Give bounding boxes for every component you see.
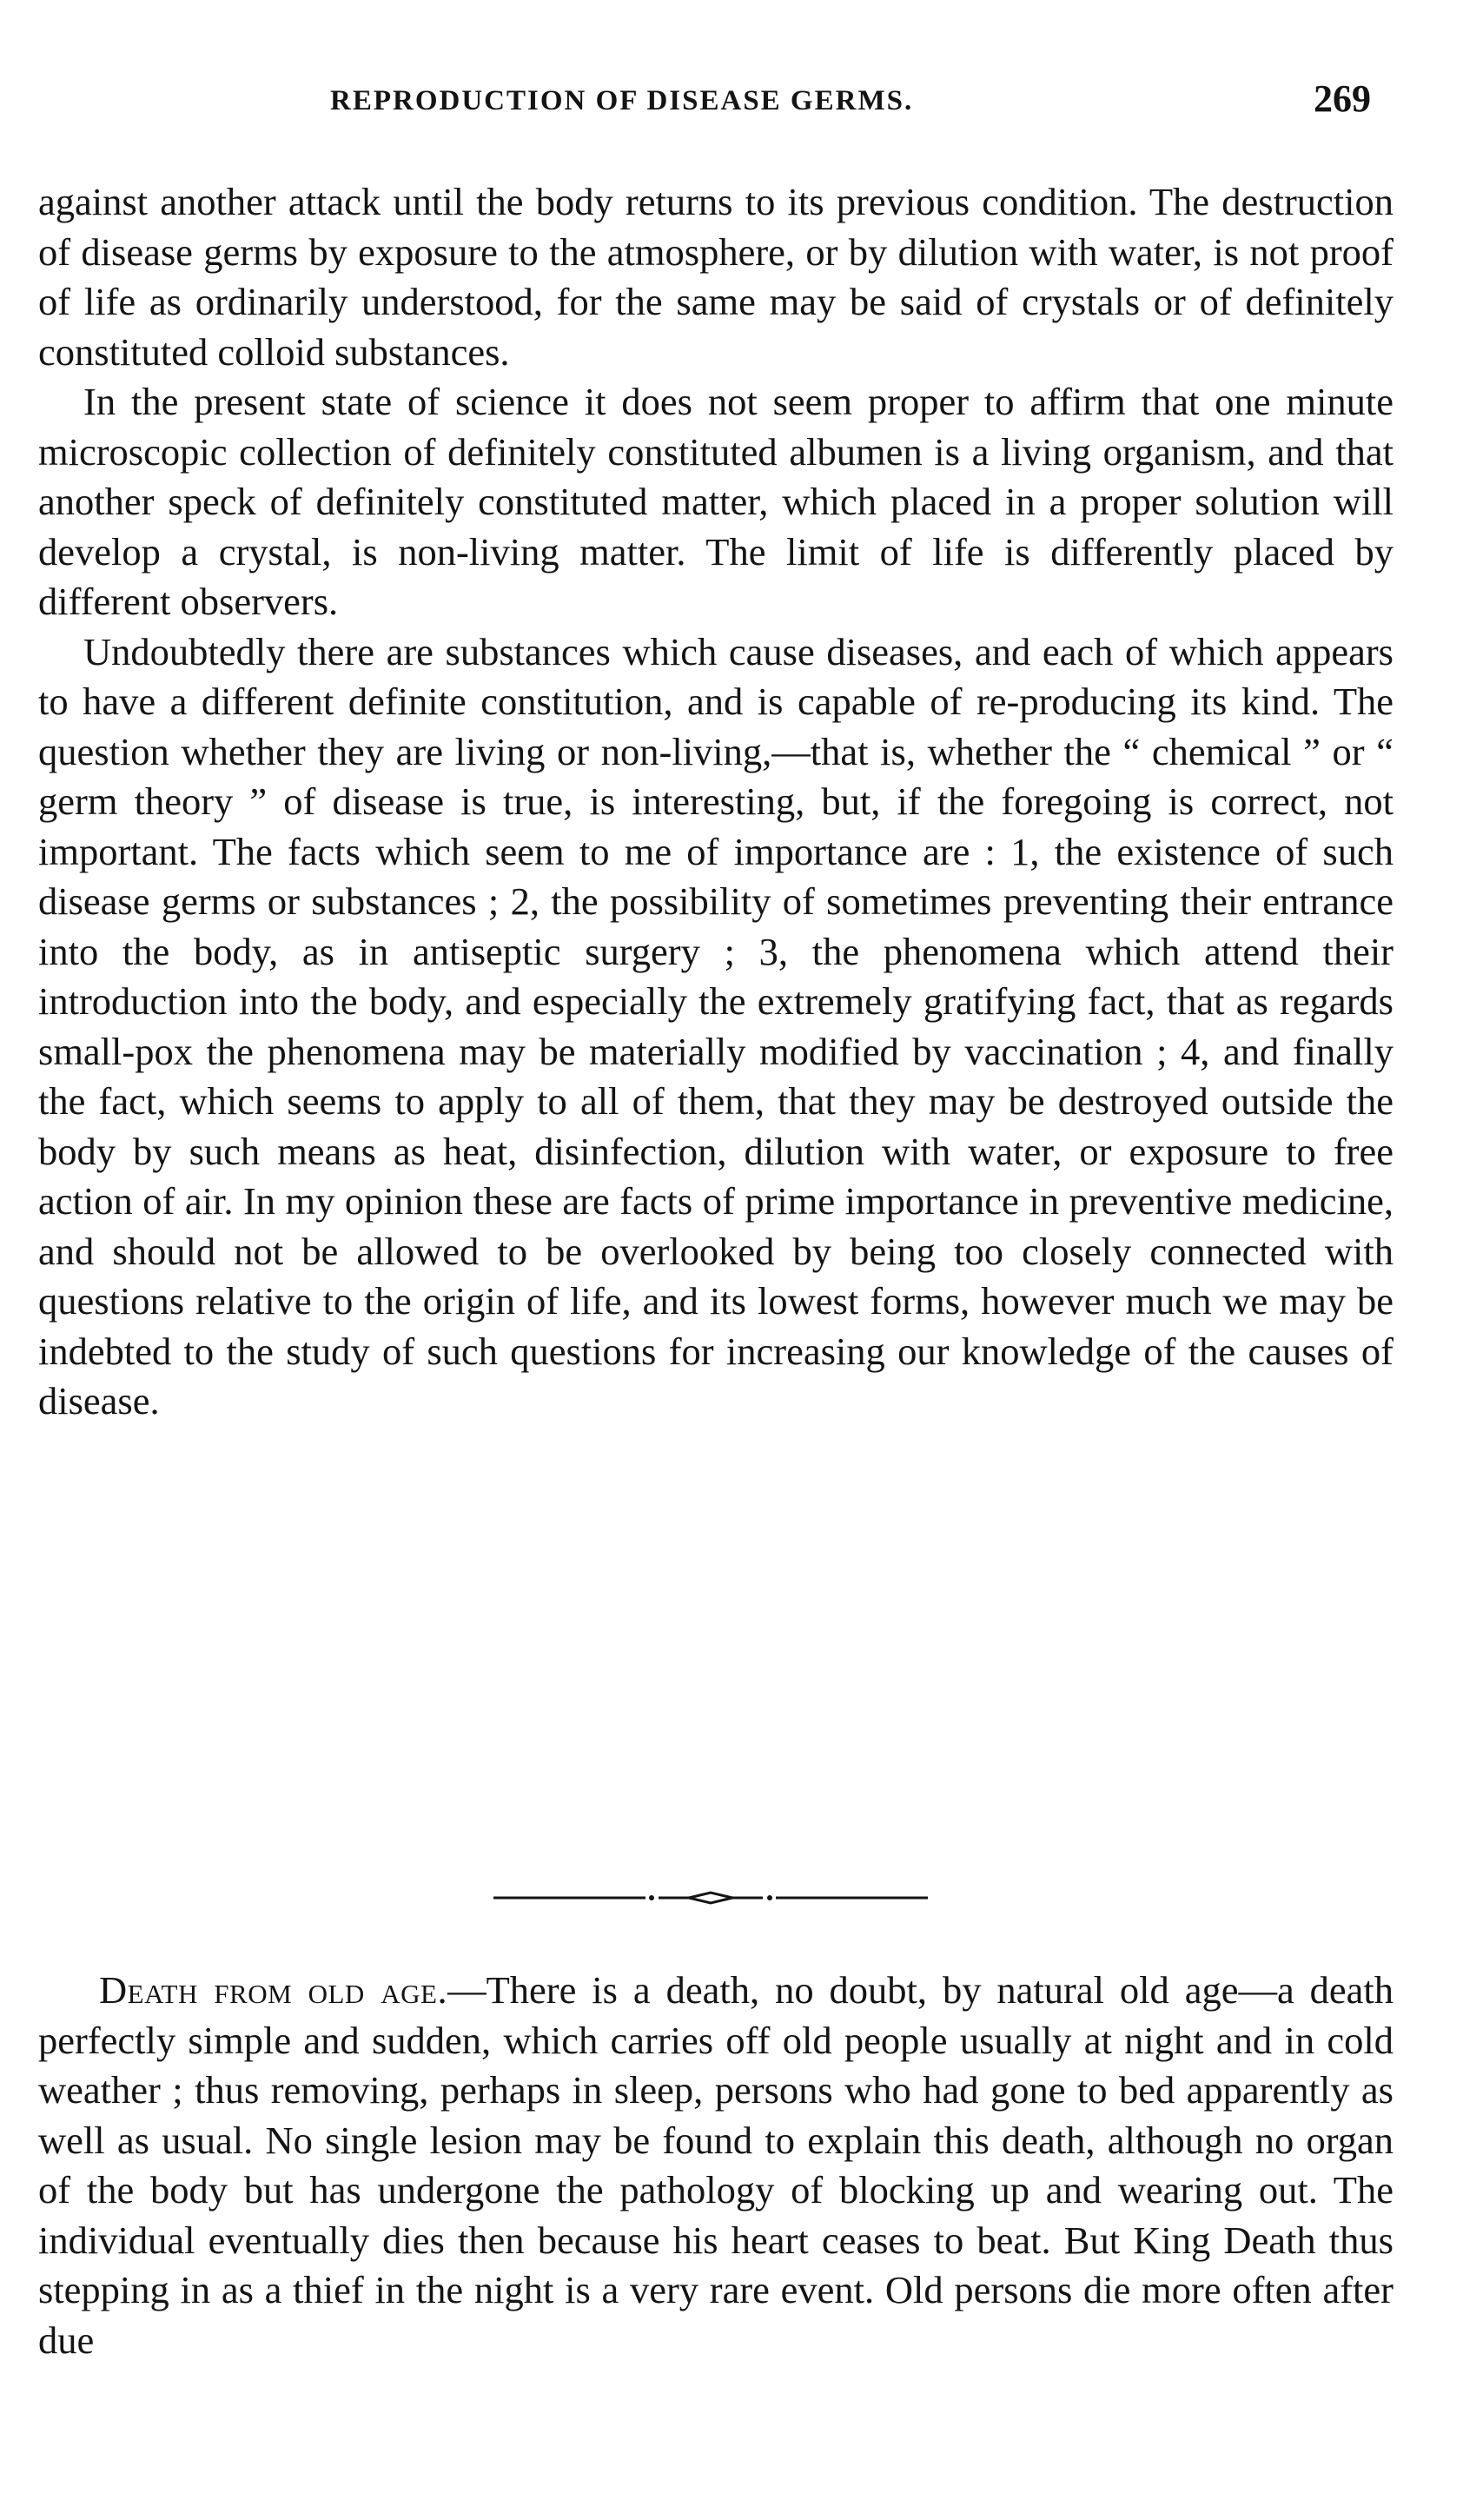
section-divider-ornament — [493, 1886, 928, 1910]
paragraph-continuation: against another attack until the body returns to its previous condition. The destruction of disease germs by exposure to the atmosphere, or by dilution with water, is not proof of life as ordinarily understood, for the same may be said of crystals or of definitely constituted colloid substances. — [38, 180, 1393, 374]
paragraph-science: In the present state of science it does not seem proper to affirm that one minute microscopic collection of definitely constituted albumen is a living organism, and that another speck of definitely constituted matter, which placed in a proper solution will develop a crystal, is non-living matter. The limit of life is differently placed by different observers. — [38, 380, 1393, 623]
main-text — [38, 177, 1393, 1427]
section-heading: Death from old age. — [99, 1968, 448, 2012]
running-title: REPRODUCTION OF DISEASE GERMS. — [330, 85, 914, 116]
page-number: 269 — [1314, 77, 1371, 120]
section-text: —There is a death, no doubt, by natural old age—a death perfectly simple and sudden, which carries off old people usually at night and in cold weather ; thus removing, perhaps in sleep, persons who had gone to bed apparently as well as usual. No single lesion may be found to explain this death, although no organ of the body but has undergone the pathology of blocking up and wearing out. The individual eventually dies then because his heart ceases to beat. But King Death thus stepping in as a thief in the night is a very rare event. Old persons die more often after due — [38, 1968, 1394, 2362]
death-from-old-age-section — [38, 1966, 1393, 2365]
paragraph-disease-substances: Undoubtedly there are substances which cause diseases, and each of which appears to have a different definite constitution, and is capable of re-producing its kind. The question whether they are living or non-living,—that is, whether the “ chemical ” or “ germ theory ” of disease is true, is interesting, but, if the foregoing is correct, not important. The facts which seem to me of importance are : 1, the existence of such disease germs or substances ; 2, the possibility of sometimes preventing their entrance into the body, as in antiseptic surgery ; 3, the phenomena which attend their introduction into the body, and especially the extremely gratifying fact, that as regards small-pox the phenomena may be materially modified by vaccination ; 4, and finally the fact, which seems to apply to all of them, that they may be destroyed outside the body by such means as heat, disinfection, dilution with water, or exposure to free action of air. In my opinion these are facts of prime importance in preventive medicine, and should not be allowed to be overlooked by being too closely connected with questions relative to the origin of life, and its lowest forms, however much we may be indebted to the study of such questions for increasing our knowledge of the causes of disease. — [38, 629, 1393, 1422]
section-paragraph — [38, 1966, 1393, 2365]
